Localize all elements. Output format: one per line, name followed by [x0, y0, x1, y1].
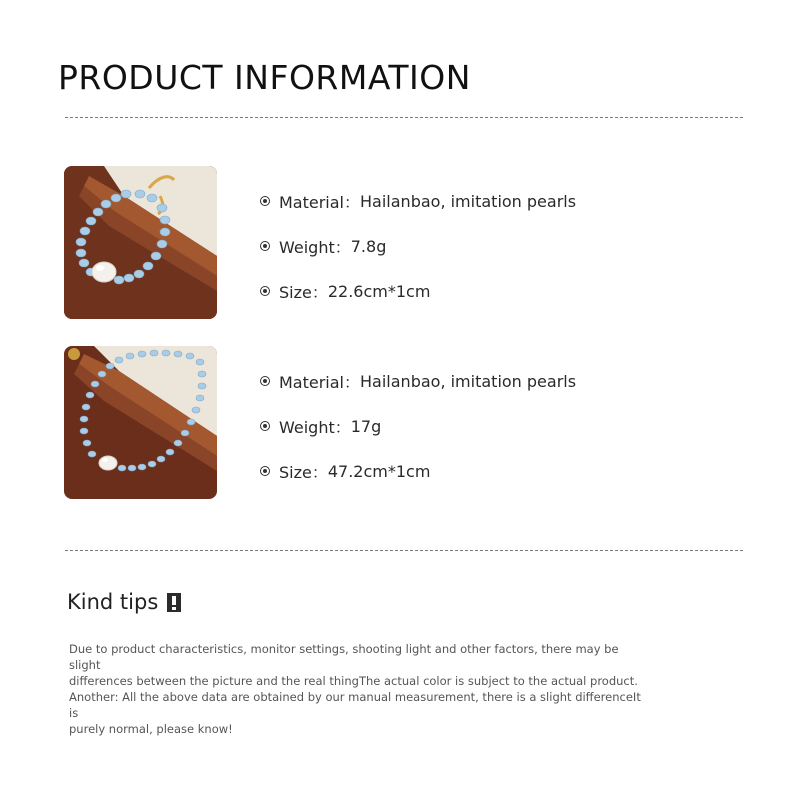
tips-line: differences between the picture and the real thingThe actual color is subject to the actual product.: [69, 674, 638, 688]
bottom-divider: [65, 550, 743, 551]
kind-tips-text: [69, 641, 649, 737]
bullet-icon: [260, 241, 270, 251]
necklace-specs: [260, 370, 576, 505]
top-divider: [65, 117, 743, 118]
bracelet-specs: [260, 190, 576, 325]
tips-line: Another: All the above data are obtained by our manual measurement, there is a slight differenceIt is: [69, 690, 641, 720]
tips-line: purely normal, please know!: [69, 722, 233, 736]
bullet-icon: [260, 286, 270, 296]
page-title: PRODUCT INFORMATION: [58, 58, 471, 97]
kind-tips-label: Kind tips: [67, 590, 159, 614]
bullet-icon: [260, 376, 270, 386]
bullet-icon: [260, 466, 270, 476]
spec-weight: Weight： 17g: [260, 415, 576, 437]
bullet-icon: [260, 421, 270, 431]
spec-size: Size： 47.2cm*1cm: [260, 460, 576, 482]
bracelet-image: [64, 166, 217, 319]
tips-line: Due to product characteristics, monitor settings, shooting light and other factors, there may be slight: [69, 642, 619, 672]
exclamation-icon: [167, 593, 181, 612]
bullet-icon: [260, 196, 270, 206]
necklace-image: [64, 346, 217, 499]
spec-size: Size： 22.6cm*1cm: [260, 280, 576, 302]
product-necklace: [64, 346, 744, 499]
necklace-photo[interactable]: [64, 346, 217, 499]
kind-tips-heading: [67, 590, 181, 614]
bracelet-photo[interactable]: [64, 166, 217, 319]
product-bracelet: [64, 166, 744, 319]
spec-material: Material： Hailanbao, imitation pearls: [260, 190, 576, 212]
spec-weight: Weight： 7.8g: [260, 235, 576, 257]
spec-material: Material： Hailanbao, imitation pearls: [260, 370, 576, 392]
